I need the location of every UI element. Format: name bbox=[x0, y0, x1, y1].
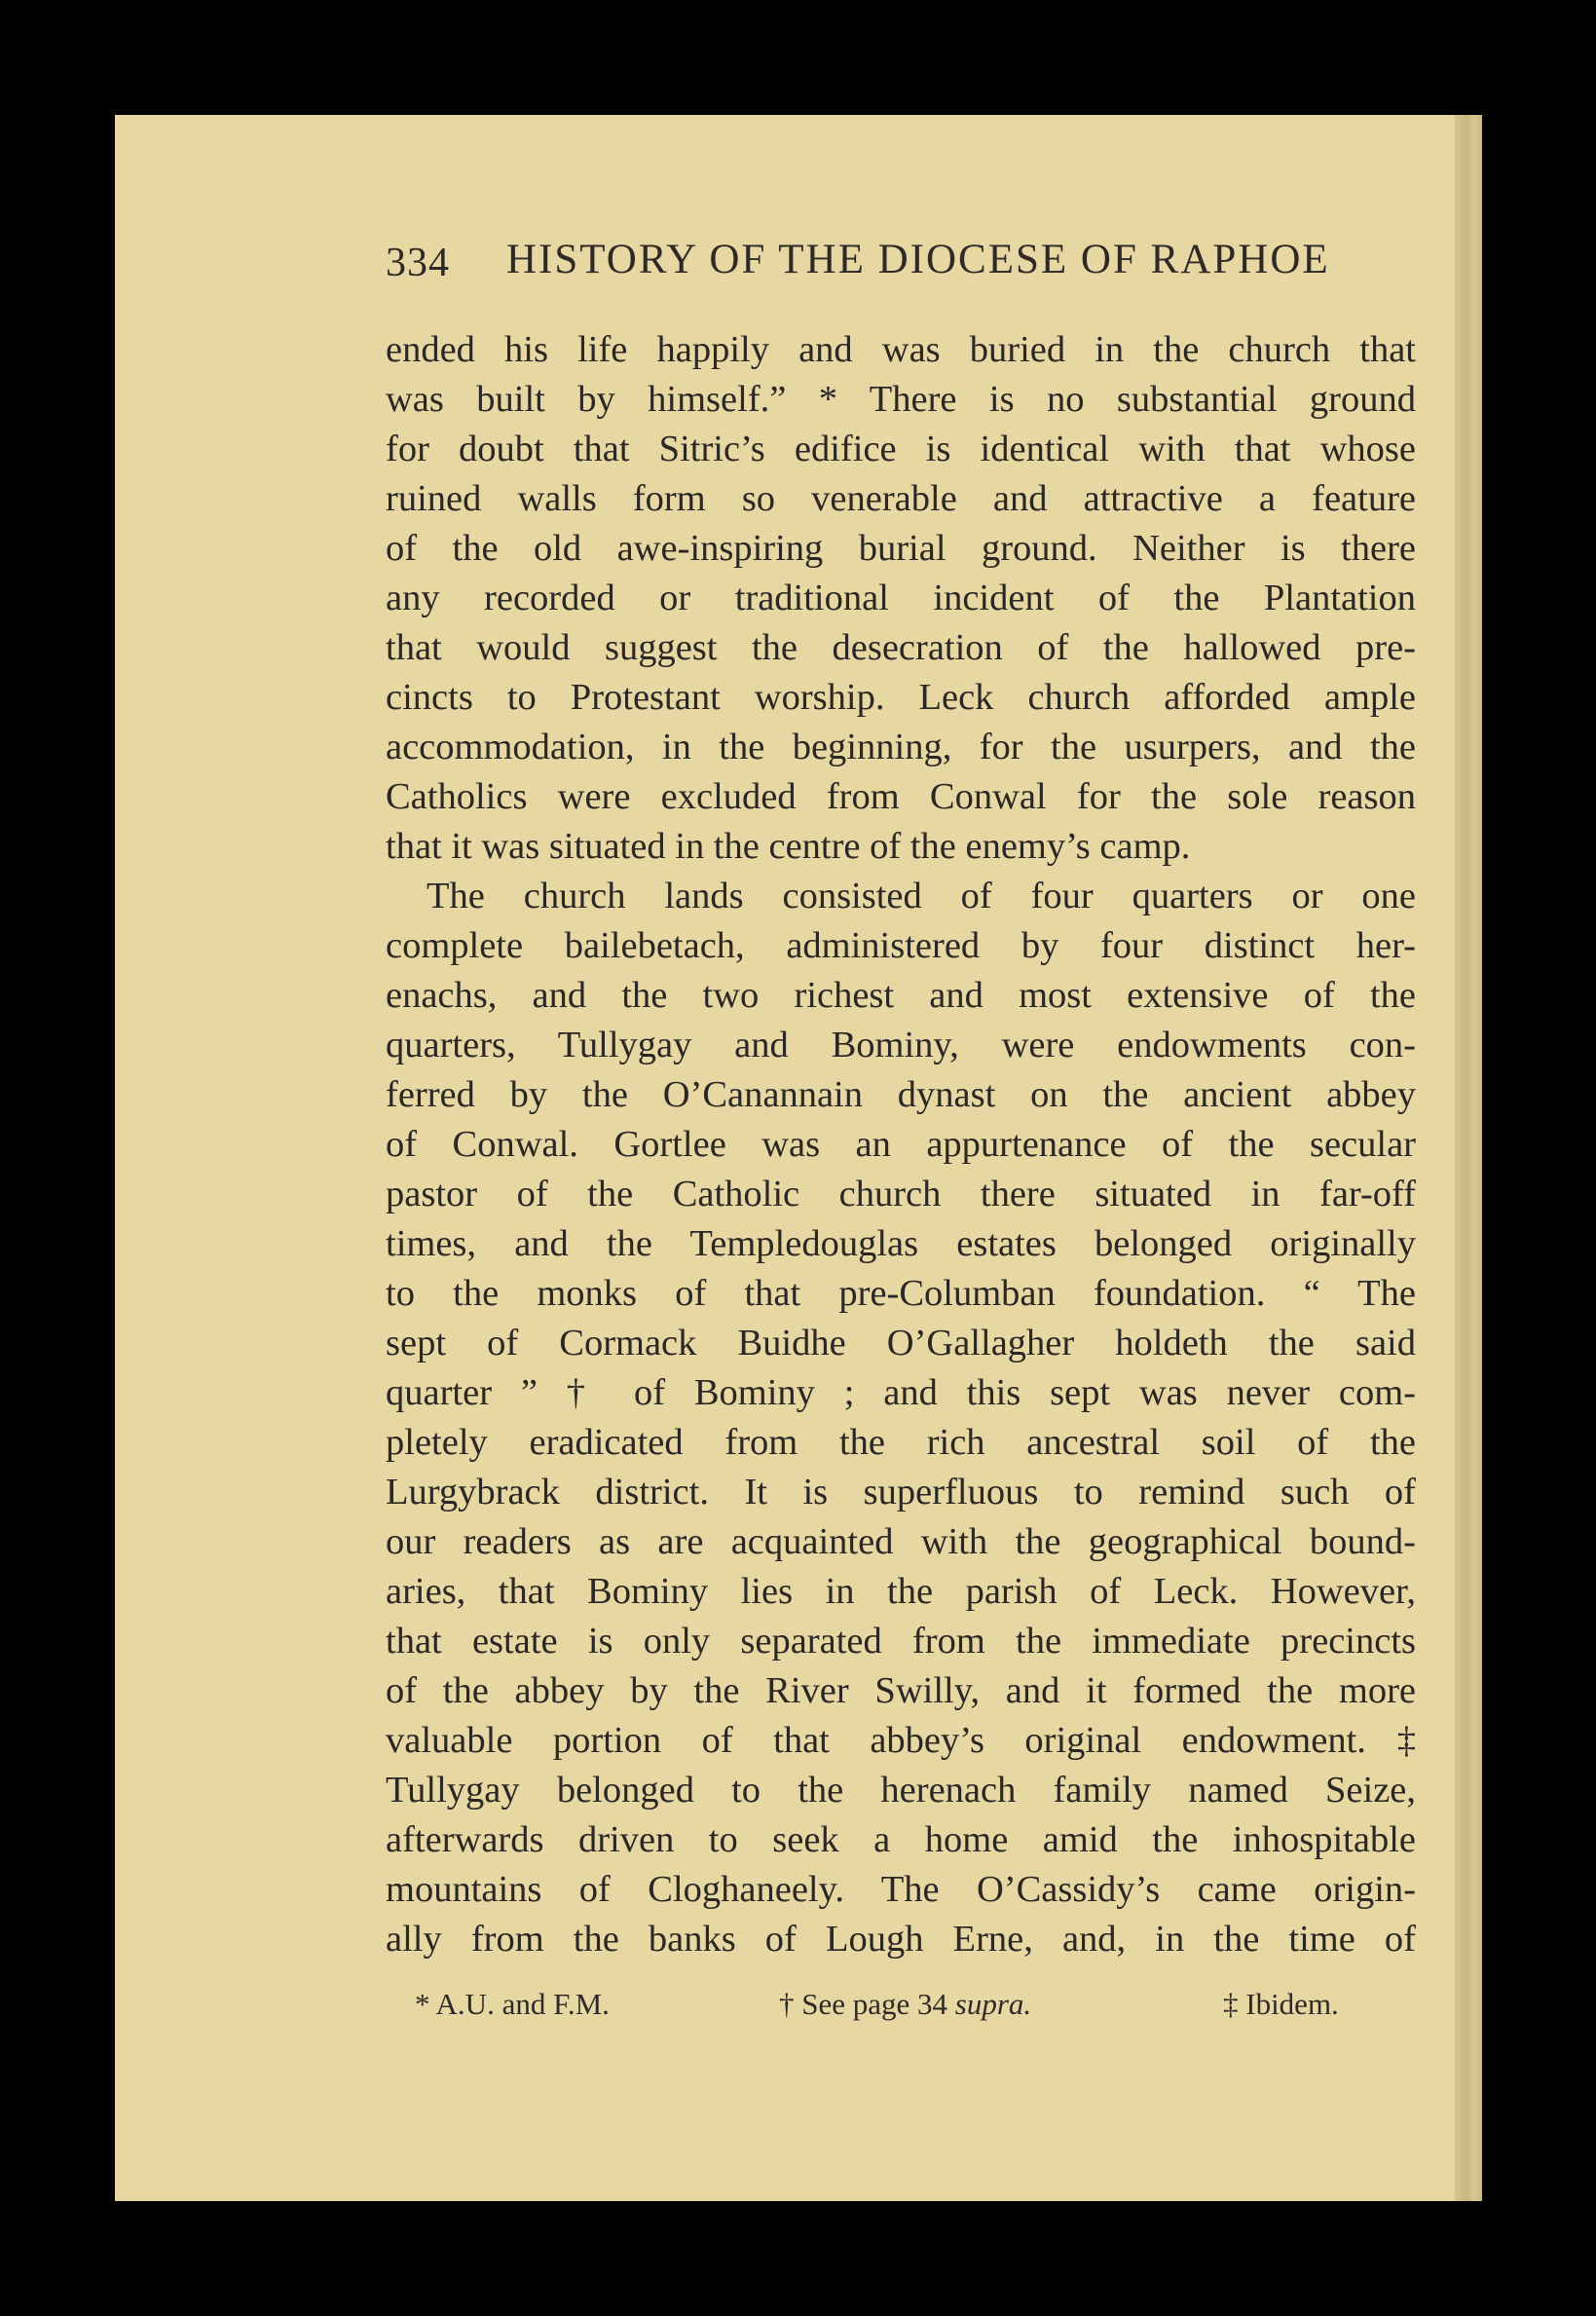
text-line: pletely eradicated from the rich ancestral soil of the bbox=[386, 1422, 1416, 1463]
text-line: enachs, and the two richest and most extensive of the bbox=[386, 975, 1416, 1016]
page-number: 334 bbox=[386, 241, 450, 285]
text-line: sept of Cormack Buidhe O’Gallagher holdeth the said bbox=[386, 1323, 1416, 1363]
text-line: any recorded or traditional incident of the Plantation bbox=[386, 578, 1416, 618]
text-line: our readers as are acquainted with the geographical bound- bbox=[386, 1521, 1416, 1562]
text-line: ferred by the O’Canannain dynast on the ancient abbey bbox=[386, 1074, 1416, 1115]
text-line: cincts to Protestant worship. Leck church afforded ample bbox=[386, 677, 1416, 718]
text-line: Tullygay belonged to the herenach family named Seize, bbox=[386, 1770, 1416, 1811]
text-line: was built by himself.” * There is no substantial ground bbox=[386, 379, 1416, 420]
text-line: Lurgybrack district. It is superfluous to remind such of bbox=[386, 1472, 1416, 1513]
text-line: quarters, Tullygay and Bominy, were endowments con- bbox=[386, 1025, 1416, 1065]
text-line: aries, that Bominy lies in the parish of Leck. However, bbox=[386, 1571, 1416, 1612]
text-line: of the abbey by the River Swilly, and it formed the more bbox=[386, 1670, 1416, 1711]
text-line: to the monks of that pre-Columban foundation. “ The bbox=[386, 1273, 1416, 1314]
text-line: ended his life happily and was buried in the church that bbox=[386, 329, 1416, 370]
text-line: valuable portion of that abbey’s original endowment.‡ bbox=[386, 1720, 1416, 1761]
running-title: HISTORY OF THE DIOCESE OF RAPHOE bbox=[506, 237, 1330, 282]
footnote-supra: supra. bbox=[954, 1987, 1032, 2021]
footnote-see-page-text: † See page 34 bbox=[779, 1987, 955, 2021]
text-line: of the old awe-inspiring burial ground. Neither is there bbox=[386, 528, 1416, 569]
text-line: that would suggest the desecration of the hallowed pre- bbox=[386, 627, 1416, 668]
text-line: complete bailebetach, administered by four distinct her- bbox=[386, 925, 1416, 966]
text-line: mountains of Cloghaneely. The O’Cassidy’s came origin- bbox=[386, 1869, 1416, 1910]
text-line: pastor of the Catholic church there situated in far-off bbox=[386, 1174, 1416, 1214]
page-gutter-edge bbox=[1455, 115, 1482, 2201]
text-line: accommodation, in the beginning, for the usurpers, and the bbox=[386, 727, 1416, 767]
text-line: ruined walls form so venerable and attractive a feature bbox=[386, 478, 1416, 519]
text-line: for doubt that Sitric’s edifice is identical with that whose bbox=[386, 429, 1416, 469]
text-line: quarter ” † of Bominy ; and this sept was never com- bbox=[386, 1372, 1416, 1413]
paragraph-start-line: The church lands consisted of four quarters or one bbox=[427, 876, 1416, 916]
page-header bbox=[386, 232, 1389, 290]
text-line: times, and the Templedouglas estates belonged originally bbox=[386, 1223, 1416, 1264]
footnotes bbox=[415, 1987, 1389, 2034]
text-line: that estate is only separated from the immediate precincts bbox=[386, 1621, 1416, 1662]
text-line: Catholics were excluded from Conwal for the sole reason bbox=[386, 776, 1416, 817]
text-line: of Conwal. Gortlee was an appurtenance of the secular bbox=[386, 1124, 1416, 1165]
footnote-ibidem: ‡ Ibidem. bbox=[1223, 1987, 1339, 2021]
footnote-au-fm: * A.U. and F.M. bbox=[415, 1987, 610, 2021]
text-line: ally from the banks of Lough Erne, and, in the time of bbox=[386, 1919, 1416, 1960]
footnote-see-page bbox=[779, 1987, 1031, 2022]
text-line: that it was situated in the centre of the enemy’s camp. bbox=[386, 826, 1191, 867]
body-text bbox=[386, 325, 1416, 1964]
text-line: afterwards driven to seek a home amid the inhospitable bbox=[386, 1819, 1416, 1860]
